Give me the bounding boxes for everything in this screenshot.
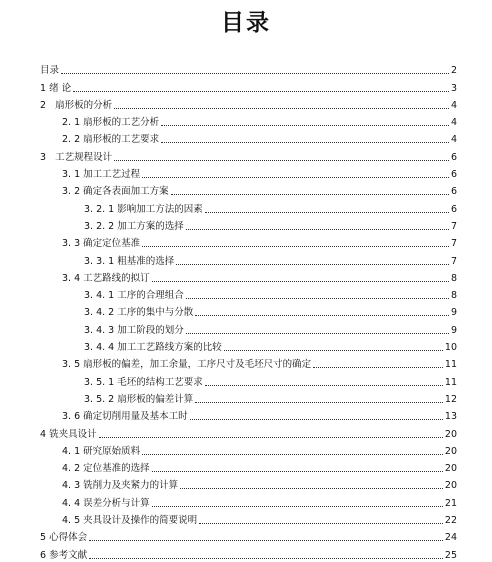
toc-entry-label: 4 铣夹具设计 [40, 428, 97, 440]
dot-leader [195, 402, 443, 403]
toc-entry-label: 3. 4. 4 加工工艺路线方案的比较 [84, 342, 222, 354]
dot-leader [161, 125, 449, 126]
toc-entry[interactable] [40, 406, 457, 423]
toc-entry-page: 4 [450, 117, 457, 129]
dot-leader [205, 385, 443, 386]
dot-leader [190, 419, 443, 420]
dot-leader [313, 367, 443, 368]
dot-leader [152, 506, 443, 507]
toc-entry[interactable] [40, 129, 457, 146]
toc-entry[interactable] [40, 458, 457, 475]
dot-leader [114, 160, 449, 161]
toc-entry[interactable] [40, 319, 457, 336]
toc-entry[interactable] [40, 268, 457, 285]
toc-entry-page: 7 [450, 220, 457, 232]
toc-entry-label: 4. 3 铣削力及夹紧力的计算 [62, 480, 179, 492]
toc-entry-label: 3. 5. 2 扇形板的偏差计算 [84, 393, 194, 405]
toc-entry-label: 2 扇形板的分析 [40, 99, 113, 111]
toc-entry[interactable] [40, 544, 457, 561]
toc-entry-page: 10 [444, 342, 457, 354]
toc-entry-page: 25 [444, 549, 457, 561]
toc-entry-page: 4 [450, 134, 457, 146]
toc-entry[interactable] [40, 216, 457, 233]
toc-entry-page: 6 [450, 169, 457, 181]
toc-entry-page: 20 [444, 445, 457, 457]
toc-entry-page: 6 [450, 151, 457, 163]
toc-entry-label: 3. 4. 3 加工阶段的划分 [84, 324, 184, 336]
toc-entry-page: 11 [444, 376, 457, 388]
dot-leader [89, 558, 443, 559]
toc-entry[interactable] [40, 164, 457, 181]
toc-entry-label: 3. 2 确定各表面加工方案 [62, 186, 169, 198]
toc-entry[interactable] [40, 441, 457, 458]
toc-entry-label: 4. 1 研究原始质料 [62, 445, 141, 457]
toc-entry-page: 21 [444, 497, 457, 509]
toc-entry-label: 3. 3. 1 粗基准的选择 [84, 255, 175, 267]
toc-entry-label: 3. 3 确定定位基准 [62, 238, 141, 250]
dot-leader [142, 177, 449, 178]
page-title: 目录 [221, 10, 271, 36]
toc-entry-page: 12 [444, 393, 457, 405]
dot-leader [171, 194, 449, 195]
toc-entry-page: 7 [450, 238, 457, 250]
toc-entry[interactable] [40, 77, 457, 94]
toc-entry-label: 1 绪 论 [40, 82, 72, 94]
dot-leader [180, 488, 443, 489]
toc-entry-label: 6 参考文献 [40, 549, 88, 561]
dot-leader [205, 212, 449, 213]
toc-entry-page: 3 [450, 82, 457, 94]
toc-entry[interactable] [40, 95, 457, 112]
dot-leader [142, 454, 443, 455]
dot-leader [114, 108, 449, 109]
dot-leader [186, 229, 449, 230]
toc-entry-page: 22 [444, 515, 457, 527]
toc-entry[interactable] [40, 475, 457, 492]
table-of-contents [40, 60, 457, 562]
toc-entry-page: 6 [450, 186, 457, 198]
toc-entry-page: 8 [450, 272, 457, 284]
dot-leader [89, 540, 443, 541]
toc-entry[interactable] [40, 302, 457, 319]
toc-entry-label: 目录 [40, 65, 60, 77]
toc-entry-page: 2 [450, 65, 457, 77]
toc-entry-page: 9 [450, 324, 457, 336]
toc-entry-label: 4. 5 夹具设计及操作的简要说明 [62, 515, 198, 527]
toc-entry-page: 4 [450, 99, 457, 111]
dot-leader [142, 246, 449, 247]
toc-entry[interactable] [40, 354, 457, 371]
toc-entry-page: 7 [450, 255, 457, 267]
toc-entry-label: 3 工艺规程设计 [40, 151, 113, 163]
toc-entry[interactable] [40, 285, 457, 302]
toc-entry[interactable] [40, 250, 457, 267]
toc-entry[interactable] [40, 389, 457, 406]
toc-entry-page: 9 [450, 307, 457, 319]
toc-entry-label: 3. 2. 2 加工方案的选择 [84, 220, 184, 232]
dot-leader [176, 264, 449, 265]
dot-leader [186, 298, 449, 299]
toc-entry[interactable] [40, 423, 457, 440]
toc-entry[interactable] [40, 146, 457, 163]
toc-entry[interactable] [40, 198, 457, 215]
dot-leader [161, 142, 449, 143]
toc-entry-label: 4. 2 定位基准的选择 [62, 463, 150, 475]
toc-entry-page: 8 [450, 290, 457, 302]
dot-leader [186, 333, 449, 334]
toc-entry[interactable] [40, 233, 457, 250]
toc-entry[interactable] [40, 112, 457, 129]
toc-entry[interactable] [40, 510, 457, 527]
toc-entry[interactable] [40, 492, 457, 509]
toc-entry-page: 11 [444, 359, 457, 371]
toc-entry-page: 13 [444, 411, 457, 423]
toc-entry-label: 3. 5. 1 毛坯的结构工艺要求 [84, 376, 203, 388]
dot-leader [73, 91, 449, 92]
toc-entry-label: 2. 2 扇形板的工艺要求 [62, 134, 160, 146]
toc-entry[interactable] [40, 60, 457, 77]
toc-entry-label: 3. 5 扇形板的偏差，加工余量，工序尺寸及毛坯尺寸的确定 [62, 359, 312, 371]
toc-entry-page: 20 [444, 428, 457, 440]
toc-entry-label: 3. 1 加工工艺过程 [62, 169, 141, 181]
toc-entry-label: 5 心得体会 [40, 532, 88, 544]
dot-leader [152, 471, 443, 472]
toc-entry[interactable] [40, 181, 457, 198]
toc-entry-label: 2. 1 扇形板的工艺分析 [62, 117, 160, 129]
toc-entry[interactable] [40, 337, 457, 354]
toc-entry-label: 4. 4 误差分析与计算 [62, 497, 150, 509]
dot-leader [152, 281, 449, 282]
toc-entry-page: 6 [450, 203, 457, 215]
dot-leader [195, 315, 449, 316]
toc-entry-label: 3. 4. 2 工序的集中与分散 [84, 307, 194, 319]
dot-leader [199, 523, 443, 524]
dot-leader [99, 437, 443, 438]
toc-entry-page: 20 [444, 463, 457, 475]
toc-entry[interactable] [40, 527, 457, 544]
toc-entry[interactable] [40, 371, 457, 388]
toc-entry-page: 20 [444, 480, 457, 492]
toc-entry-label: 3. 4. 1 工序的合理组合 [84, 290, 184, 302]
toc-entry-label: 3. 4 工艺路线的拟订 [62, 272, 150, 284]
toc-entry-page: 24 [444, 532, 457, 544]
toc-entry-label: 3. 2. 1 影响加工方法的因素 [84, 203, 203, 215]
dot-leader [224, 350, 443, 351]
toc-entry-label: 3. 6 确定切削用量及基本工时 [62, 411, 188, 423]
dot-leader [61, 73, 449, 74]
